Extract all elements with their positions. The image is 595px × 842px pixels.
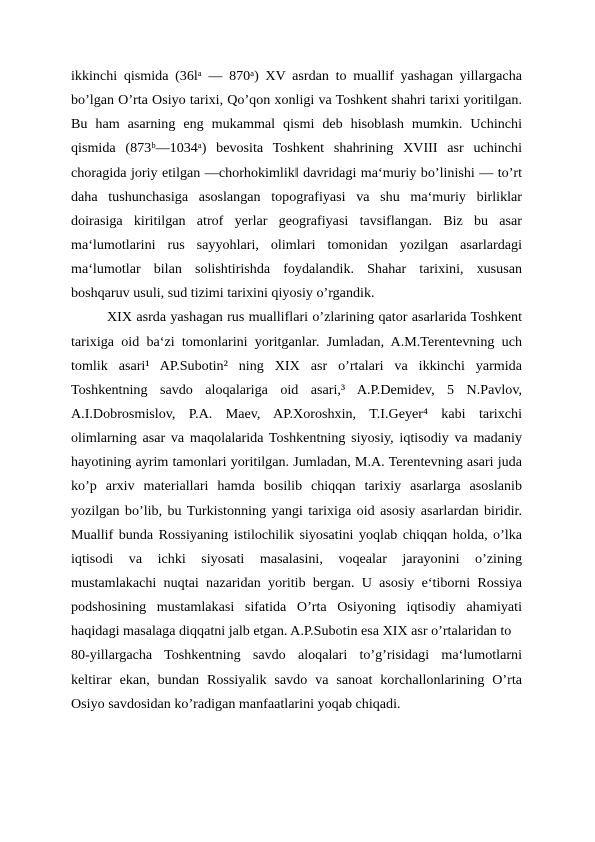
text-line: ko’p arxiv materiallari hamda bosilib chiqqan tarixiy asarlarga asoslanib <box>71 478 522 495</box>
text-line: ikkinchi qismida (36lᵃ — 870ᵃ) XV asrdan to muallif yashagan yillargacha <box>71 68 522 84</box>
text-line: olimlarning asar va maqolalarida Toshkentning siyosiy, iqtisodiy va madaniy <box>71 430 522 447</box>
text-line: Muallif bunda Rossiyaning istilochilik siyosatini yoqlab chiqqan holda, o’lka <box>71 526 522 543</box>
text-line: 80-yillargacha Toshkentning savdo aloqalari to’g’risidagi ma‘lumotlarni <box>71 647 522 664</box>
text-line: Toshkentning savdo aloqalariga oid asari,³ A.P.Demidev, 5 N.Pavlov, <box>71 381 522 398</box>
text-line: yozilgan bo’lib, bu Turkistonning yangi tarixiga oid asosiy asarlardan biridir. <box>71 502 522 519</box>
text-line: bo’lgan O’rta Osiyo tarixi, Qo’qon xonligi va Toshkent shahri tarixi yoritilgan. <box>71 92 522 109</box>
text-line: choragida joriy etilgan ―chorhokimlik‖ davridagi ma‘muriy bo’linishi — to’rt <box>71 164 522 181</box>
text-line: ma‘lumotlarini rus sayyohlari, olimlari tomonidan yozilgan asarlardagi <box>71 236 522 253</box>
text-line: keltirar ekan, bundan Rossiyalik savdo va sanoat korchallonlarining O’rta <box>71 671 522 688</box>
text-line: tarixiga oid ba‘zi tomonlarini yoritganlar. Jumladan, A.M.Terentevning uch <box>71 333 522 350</box>
text-line: A.I.Dobrosmislov, P.A. Maev, AP.Xoroshxin, T.I.Geyer⁴ kabi tarixchi <box>71 405 522 422</box>
text-line: Osiyo savdosidan ko’radigan manfaatlarini yoqab chiqadi. <box>71 695 401 712</box>
paragraph-first-line: XIX asrda yashagan rus mualliflari o’zlarining qator asarlarida Toshkent <box>107 309 522 326</box>
text-line: boshqaruv usuli, sud tizimi tarixini qiyosiy o’rgandik. <box>71 285 375 302</box>
text-line: daha tushunchasiga asoslangan topografiyasi va shu ma‘muriy birliklar <box>71 188 522 205</box>
text-line: tomlik asari¹ AP.Subotin² ning XIX asr o’rtalari va ikkinchi yarmida <box>71 357 522 374</box>
text-line: doirasiga kiritilgan atrof yerlar geografiyasi tavsiflangan. Biz bu asar <box>71 212 522 229</box>
text-line: qismida (873ᵇ—1034ᵃ) bevosita Toshkent shahrining XVIII asr uchinchi <box>71 140 522 157</box>
text-line: iqtisodi va ichki siyosati masalasini, voqealar jarayonini o’zining <box>71 550 522 567</box>
text-line: ma‘lumotlar bilan solishtirishda foydalandik. Shahar tarixini, xususan <box>71 261 522 278</box>
text-line: podshosining mustamlakasi sifatida O’rta Osiyoning iqtisodiy ahamiyati <box>71 599 522 616</box>
text-line: haqidagi masalaga diqqatni jalb etgan. A.P.Subotin esa XIX asr o’rtalaridan to <box>71 623 512 640</box>
text-line: mustamlakachi nuqtai nazaridan yoritib bergan. U asosiy e‘tiborni Rossiya <box>71 574 522 591</box>
text-line: hayotining ayrim tamonlari yoritilgan. Jumladan, M.A. Terentevning asari juda <box>71 454 522 471</box>
body-text <box>71 64 522 716</box>
text-line: Bu ham asarning eng mukammal qismi deb hisoblash mumkin. Uchinchi <box>71 116 522 133</box>
